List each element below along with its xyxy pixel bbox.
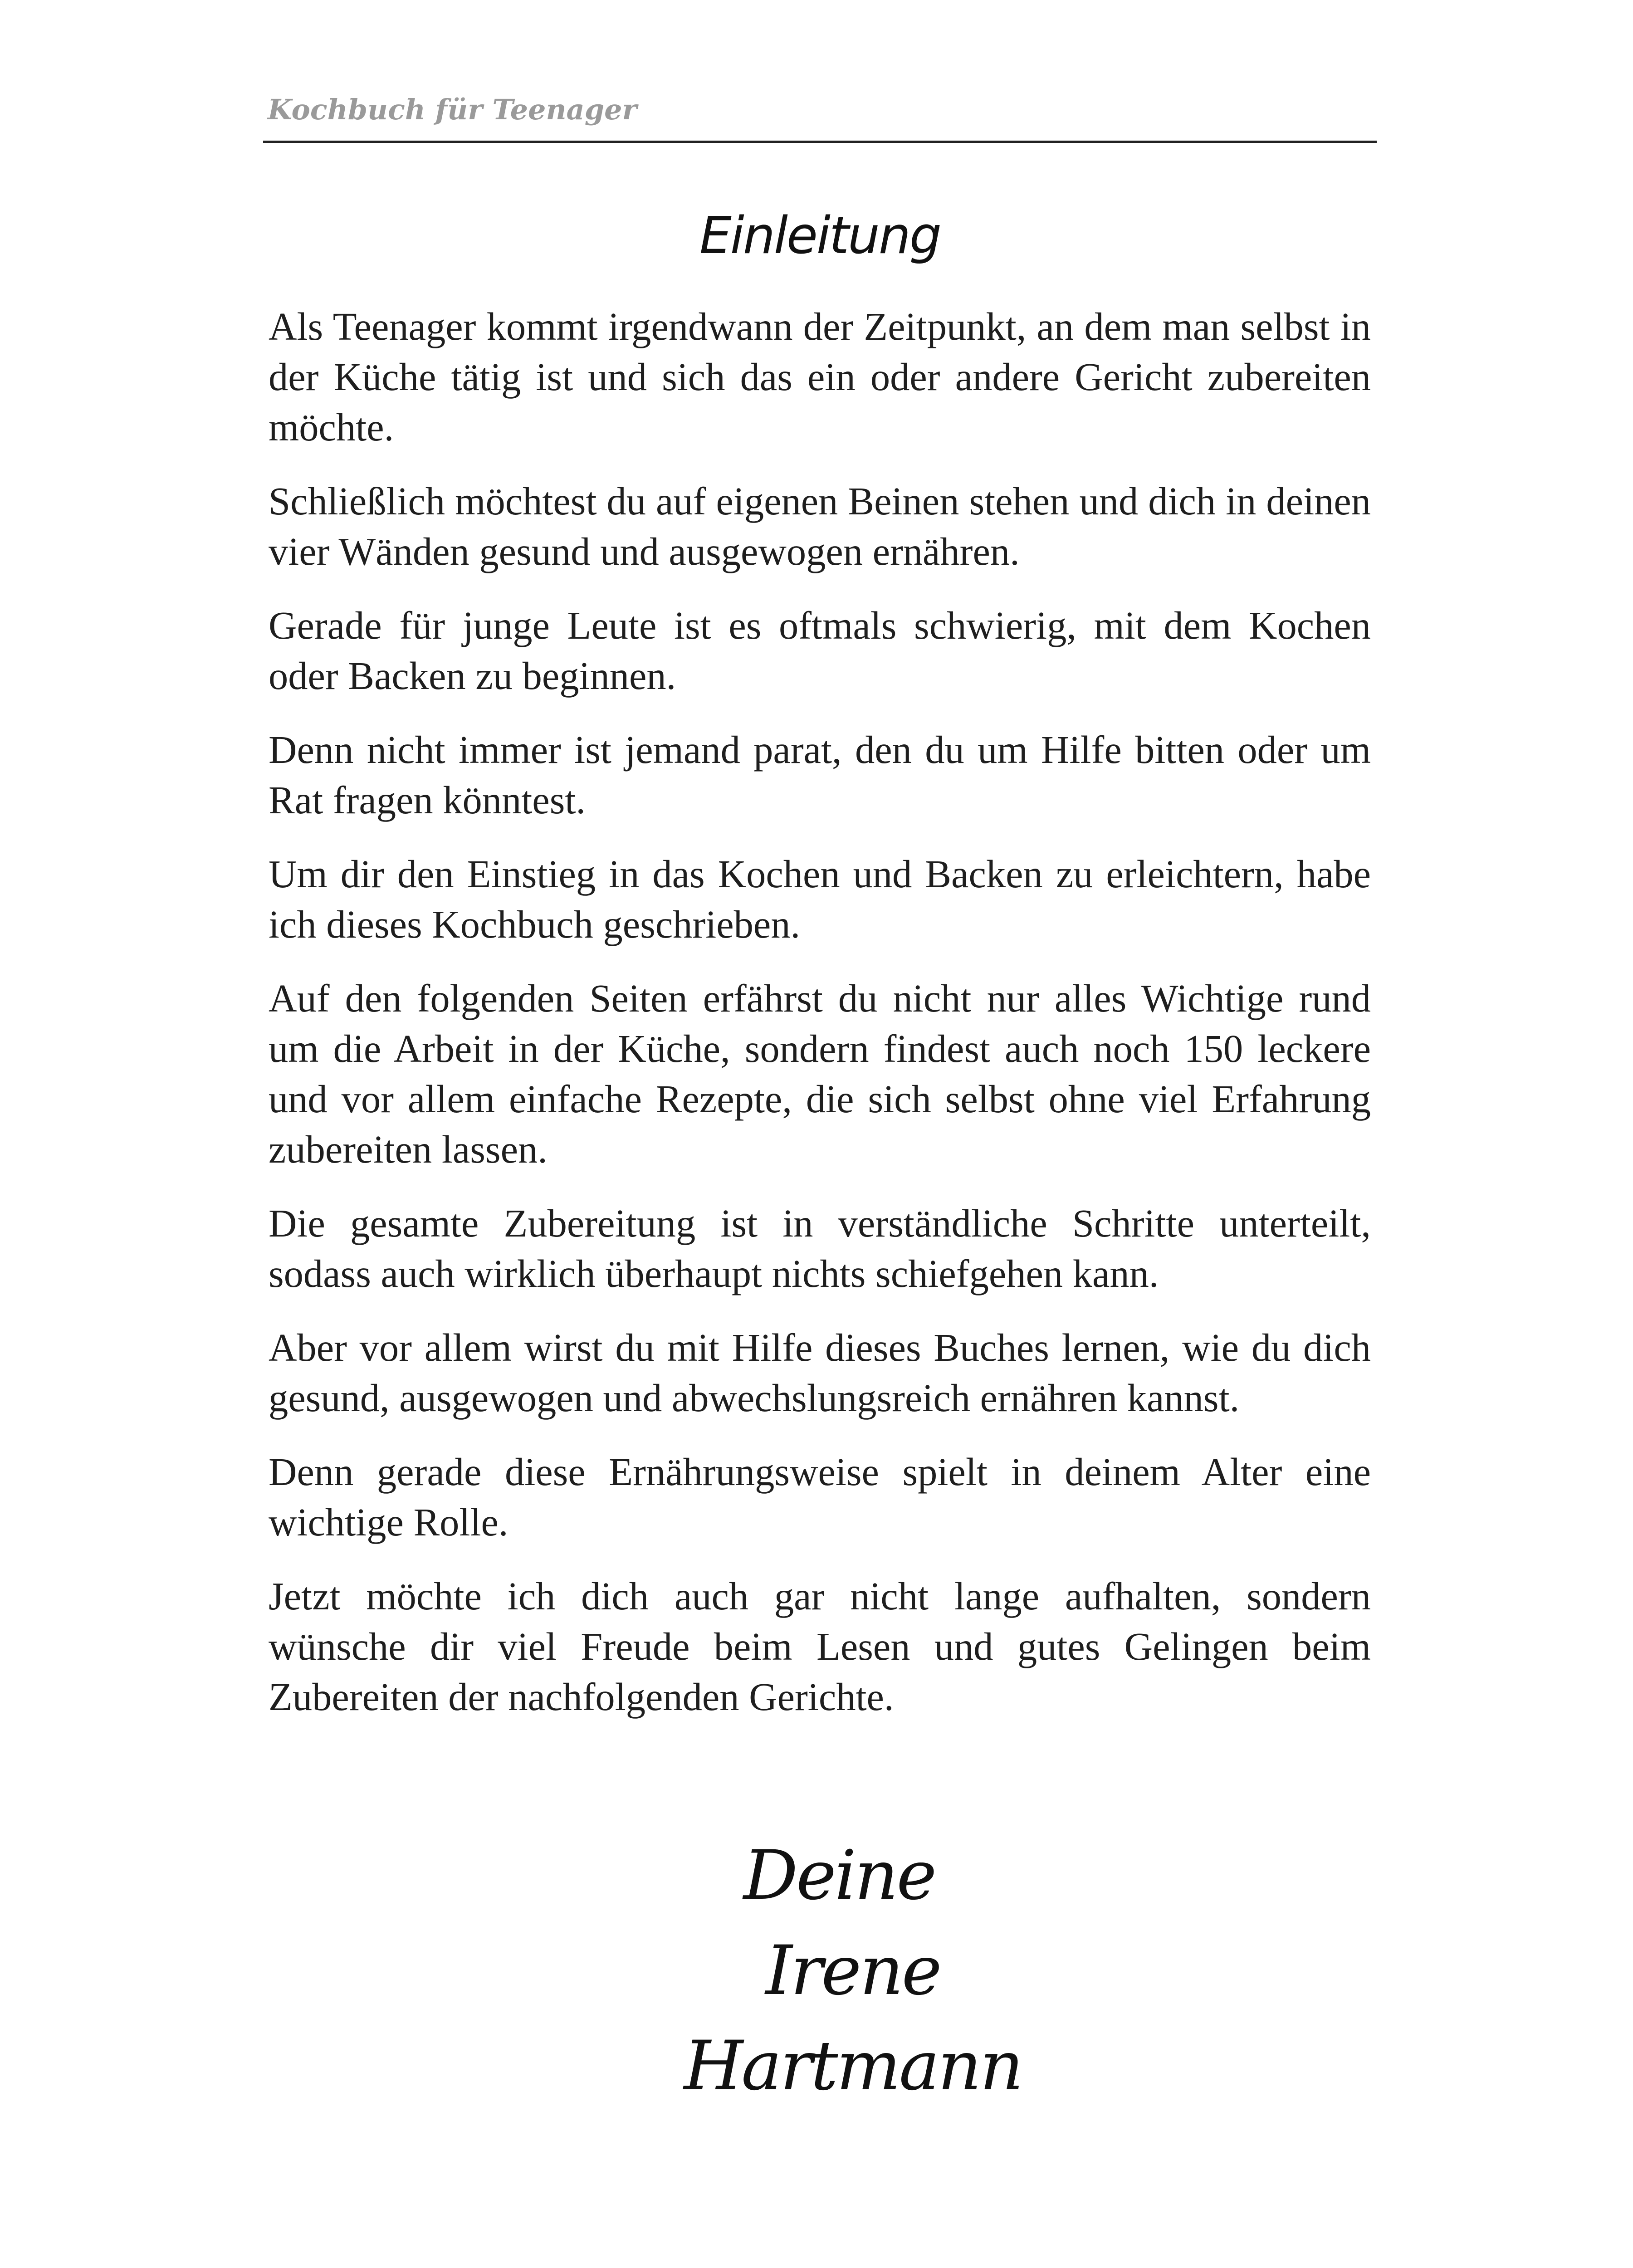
header-rule xyxy=(263,141,1377,143)
signature-salutation: Deine xyxy=(743,1836,935,1915)
paragraph: Jetzt möchte ich dich auch gar nicht lange aufhalten, sondern wünsche dir viel Freude beim Lesen und gutes Gelingen beim Zubereiten der nachfolgenden Gerichte. xyxy=(269,1574,1371,1719)
paragraph: Schließlich möchtest du auf eigenen Beinen stehen und dich in deinen vier Wänden gesund und ausgewogen ernähren. xyxy=(269,479,1371,573)
paragraph: Als Teenager kommt irgendwann der Zeitpunkt, an dem man selbst in der Küche tätig ist und sich das ein oder andere Gericht zubereiten möchte. xyxy=(269,305,1371,449)
paragraph: Die gesamte Zubereitung ist in verständliche Schritte unterteilt, sodass auch wirklich überhaupt nichts schiefgehen kann. xyxy=(269,1202,1371,1295)
chapter-title: Einleitung xyxy=(699,206,940,265)
signature xyxy=(590,1828,1089,2114)
paragraph: Denn nicht immer ist jemand parat, den du um Hilfe bitten oder um Rat fragen könntest. xyxy=(269,728,1371,822)
running-header: Kochbuch für Teenager xyxy=(268,93,637,126)
body-text xyxy=(269,302,1371,1746)
paragraph: Denn gerade diese Ernährungsweise spielt in deinem Alter eine wichtige Rolle. xyxy=(269,1450,1371,1544)
paragraph: Auf den folgenden Seiten erfährst du nicht nur alles Wichtige rund um die Arbeit in der Küche, sondern findest auch noch 150 leckere und vor allem einfache Rezepte, die sich selbst ohne viel Erfahrung zubereiten lassen. xyxy=(269,977,1371,1171)
paragraph: Um dir den Einstieg in das Kochen und Backen zu erleichtern, habe ich dieses Kochbuch geschrieben. xyxy=(269,852,1371,946)
paragraph: Aber vor allem wirst du mit Hilfe dieses Buches lernen, wie du dich gesund, ausgewogen und abwechslungsreich ernähren kannst. xyxy=(269,1326,1371,1420)
signature-author-name: Irene Hartmann xyxy=(684,1931,1022,2106)
paragraph: Gerade für junge Leute ist es oftmals schwierig, mit dem Kochen oder Backen zu beginnen. xyxy=(269,604,1371,698)
